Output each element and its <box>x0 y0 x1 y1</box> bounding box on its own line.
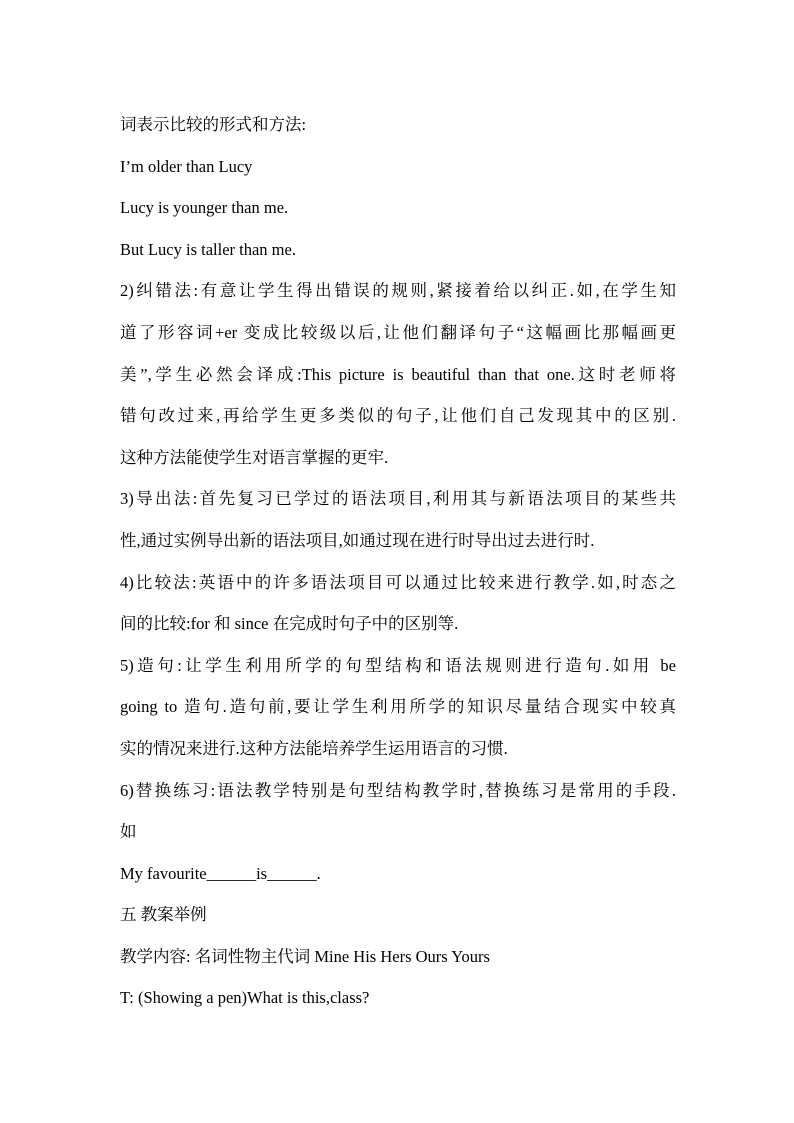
paragraph-error-correction-line-2: 道了形容词+er 变成比较级以后,让他们翻译句子“这幅画比那幅画更 <box>120 322 676 342</box>
example-sentence-taller: But Lucy is taller than me. <box>120 239 296 259</box>
text-line-comparison-intro: 词表示比较的形式和方法: <box>120 115 307 134</box>
section-heading-lesson-example: 五 教案举例 <box>120 905 207 925</box>
substitution-example: My favourite______is______. <box>120 863 321 883</box>
teacher-dialogue-line: T: (Showing a pen)What is this,class? <box>120 988 370 1008</box>
example-sentence-older: I’m older than Lucy <box>120 156 253 176</box>
paragraph-substitution-line-1: 6)替换练习:语法教学特别是句型结构教学时,替换练习是常用的手段. <box>120 780 676 800</box>
paragraph-error-correction-line-3: 美”,学生必然会译成:This picture is beautiful than that one.这时老师将 <box>120 364 676 384</box>
paragraph-error-correction-line-4: 错句改过来,再给学生更多类似的句子,让他们自己发现其中的区别. <box>120 406 676 426</box>
paragraph-sentence-making-line-3: 实的情况来进行.这种方法能培养学生运用语言的习惯. <box>120 738 508 758</box>
paragraph-error-correction-line-1: 2)纠错法:有意让学生得出错误的规则,紧接着给以纠正.如,在学生知 <box>120 281 676 301</box>
paragraph-comparison-line-1: 4)比较法:英语中的许多语法项目可以通过比较来进行教学.如,时态之 <box>120 572 676 592</box>
paragraph-induction-line-2: 性,通过实例导出新的语法项目,如通过现在进行时导出过去进行时. <box>120 530 595 550</box>
paragraph-substitution-line-2: 如 <box>120 822 137 842</box>
document-body <box>120 104 676 1019</box>
paragraph-error-correction-line-5: 这种方法能使学生对语言掌握的更牢. <box>120 447 389 467</box>
lesson-content: 教学内容: 名词性物主代词 Mine His Hers Ours Yours <box>120 946 490 966</box>
paragraph-sentence-making-line-1: 5)造句:让学生利用所学的句型结构和语法规则进行造句.如用 be <box>120 655 676 675</box>
paragraph-comparison-line-2: 间的比较:for 和 since 在完成时句子中的区别等. <box>120 614 459 634</box>
paragraph-induction-line-1: 3)导出法:首先复习已学过的语法项目,利用其与新语法项目的某些共 <box>120 489 676 509</box>
example-sentence-younger: Lucy is younger than me. <box>120 198 289 218</box>
paragraph-sentence-making-line-2: going to 造句.造句前,要让学生利用所学的知识尽量结合现实中较真 <box>120 697 676 717</box>
